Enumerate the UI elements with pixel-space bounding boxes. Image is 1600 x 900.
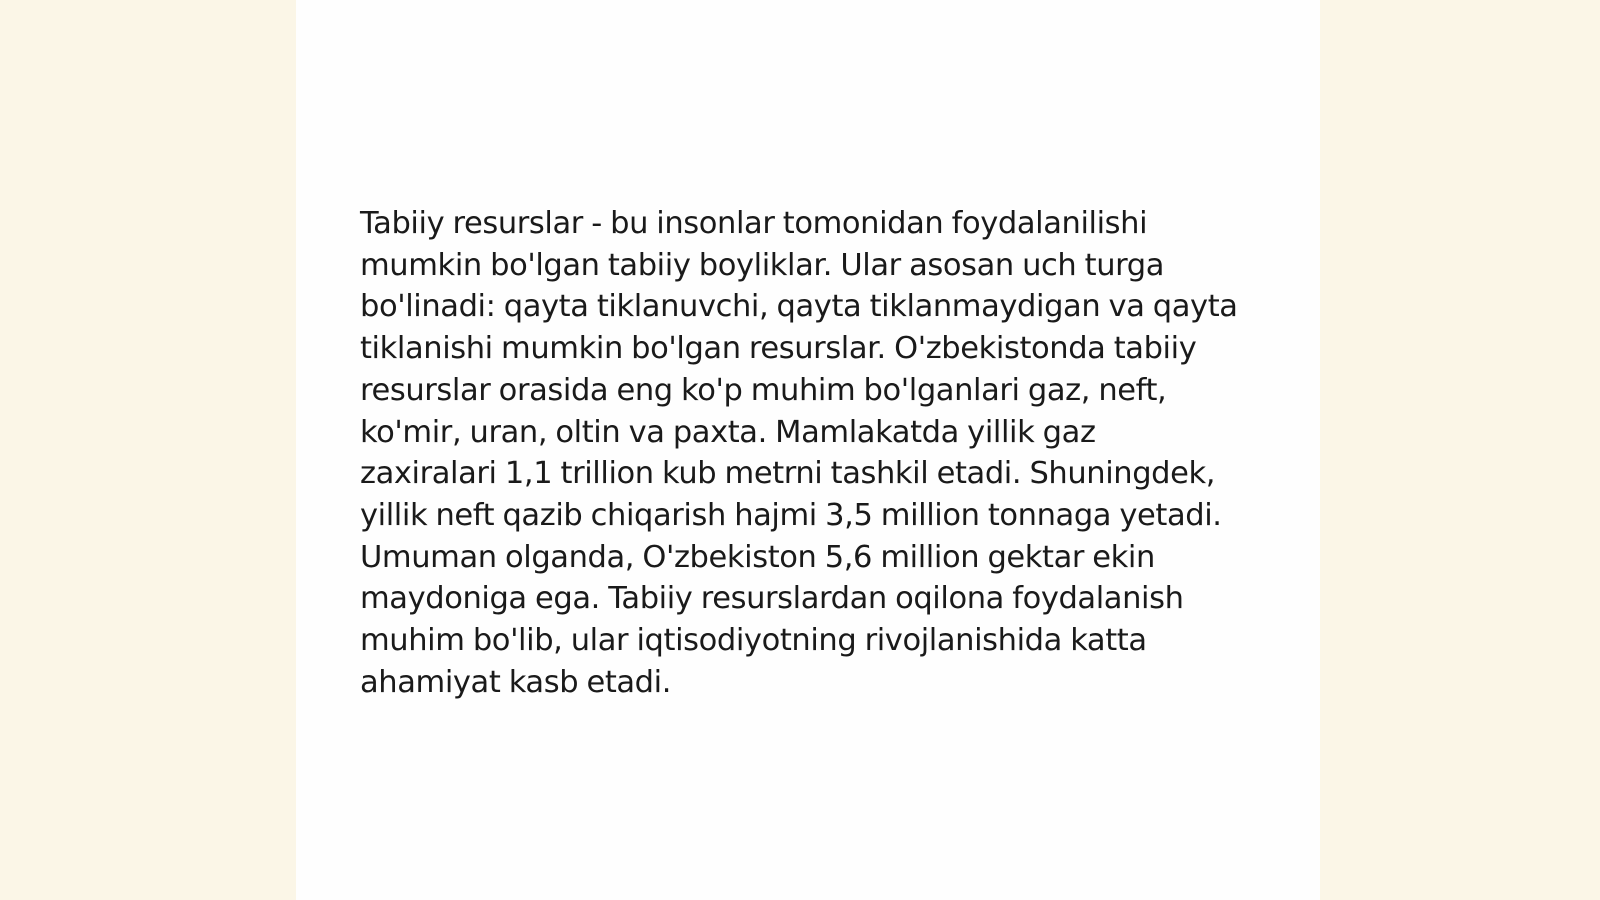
slide-body-text: Tabiiy resurslar - bu insonlar tomonidan foydalanilishi mumkin bo'lgan tabiiy boyliklar. Ular asosan uch turga bo'linadi: qayta tiklanuvchi, qayta tiklanmaydigan va qayta tiklanishi mumkin bo'lgan resurslar. O'zbekistonda tabiiy resurslar orasida eng ko'p muhim bo'lganlari gaz, neft, ko'mir, uran, oltin va paxta. Mamlakatda yillik gaz zaxiralari 1,1 trillion kub metrni tashkil etadi. Shuningdek, yillik neft qazib chiqarish hajmi 3,5 million tonnaga yetadi. Umuman olganda, O'zbekiston 5,6 million gektar ekin maydoniga ega. Tabiiy resurslardan oqilona foydalanish muhim bo'lib, ular iqtisodiyotning rivojlanishida katta ahamiyat kasb etadi. (360, 206, 1238, 700)
slide-canvas (296, 0, 1320, 900)
